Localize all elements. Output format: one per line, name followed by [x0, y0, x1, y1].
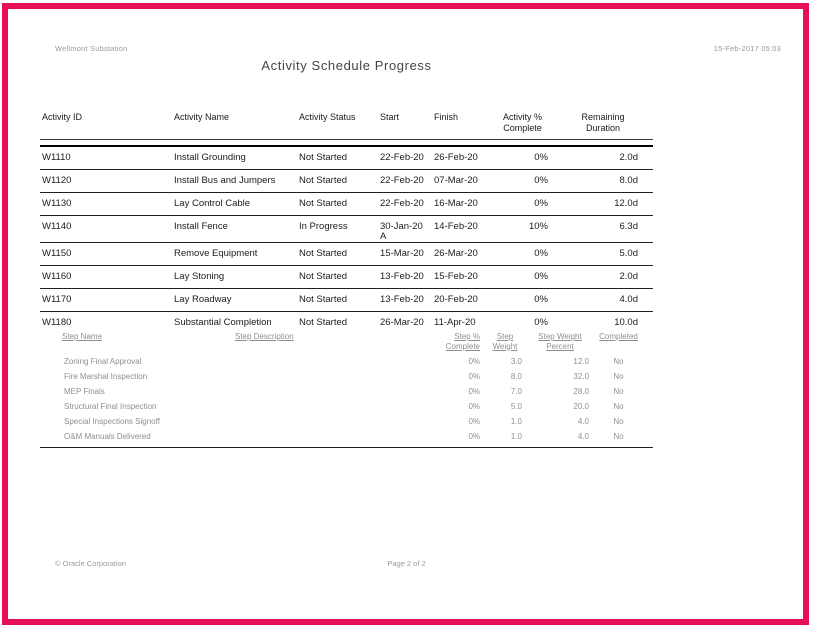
activity-remaining-duration: 2.0d — [619, 271, 638, 282]
step-row — [62, 384, 653, 399]
activity-start: 22-Feb-20 — [380, 175, 424, 186]
activity-name: Install Grounding — [174, 152, 246, 163]
step-completed: No — [613, 432, 624, 441]
activity-finish: 11-Apr-20 — [434, 317, 476, 328]
step-name: MEP Finals — [64, 387, 105, 396]
activity-row — [40, 147, 653, 170]
step-weight: 7.0 — [510, 387, 522, 396]
copyright: © Oracle Corporation — [55, 559, 126, 568]
step-completed: No — [613, 417, 624, 426]
col-step-weight: Step Weight — [492, 332, 518, 351]
activity-id: W1150 — [42, 248, 72, 259]
activity-status: Not Started — [299, 317, 348, 328]
activity-remaining-duration: 2.0d — [619, 152, 638, 163]
activity-status: Not Started — [299, 152, 348, 163]
activity-row — [40, 170, 653, 193]
step-description — [235, 354, 430, 369]
activity-pct-complete: 0% — [534, 198, 548, 209]
step-name: Zoning Final Approval — [64, 357, 142, 366]
col-step-name: Step Name — [62, 332, 103, 341]
activity-table-header — [40, 108, 653, 134]
activity-name: Install Fence — [174, 221, 228, 232]
activity-remaining-duration: 4.0d — [619, 294, 638, 305]
step-weight-percent: 4.0 — [577, 432, 589, 441]
activity-name: Substantial Completion — [174, 317, 272, 328]
step-row — [62, 354, 653, 369]
activity-finish: 26-Feb-20 — [434, 152, 478, 163]
activity-name: Remove Equipment — [174, 248, 258, 259]
activity-pct-complete: 0% — [534, 152, 548, 163]
activity-status: Not Started — [299, 271, 348, 282]
activity-name: Lay Roadway — [174, 294, 232, 305]
activity-id: W1140 — [42, 221, 72, 232]
activity-name: Install Bus and Jumpers — [174, 175, 276, 186]
activity-finish: 20-Feb-20 — [434, 294, 478, 305]
activity-id: W1180 — [42, 317, 72, 328]
step-weight: 1.0 — [510, 432, 522, 441]
step-completed: No — [613, 357, 624, 366]
step-weight: 8.0 — [510, 372, 522, 381]
report-header — [55, 44, 781, 53]
col-activity-pct-complete: Activity % Complete — [502, 112, 542, 133]
step-row — [62, 429, 653, 444]
activity-start: 13-Feb-20 — [380, 294, 424, 305]
activity-start: 30-Jan-20 A — [380, 221, 423, 242]
col-completed: Completed — [599, 332, 638, 341]
step-weight: 5.0 — [510, 402, 522, 411]
activity-status: In Progress — [299, 221, 348, 232]
step-row — [62, 369, 653, 384]
col-start: Start — [380, 112, 400, 122]
step-completed: No — [613, 402, 624, 411]
report-datetime: 15-Feb-2017 05:03 — [713, 44, 781, 53]
step-description — [235, 399, 430, 414]
step-completed: No — [613, 372, 624, 381]
step-pct-complete: 0% — [468, 432, 480, 441]
steps-table-header — [62, 330, 653, 351]
activity-table — [40, 108, 653, 448]
activity-status: Not Started — [299, 294, 348, 305]
step-weight-percent: 12.0 — [573, 357, 589, 366]
activity-row — [40, 216, 653, 243]
activity-remaining-duration: 5.0d — [619, 248, 638, 259]
activity-row — [40, 312, 653, 330]
step-row — [62, 399, 653, 414]
activity-finish: 15-Feb-20 — [434, 271, 478, 282]
col-activity-name: Activity Name — [174, 112, 230, 122]
col-remaining-duration: Remaining Duration — [581, 112, 625, 133]
activity-pct-complete: 0% — [534, 317, 548, 328]
activity-start: 13-Feb-20 — [380, 271, 424, 282]
step-description — [235, 429, 430, 444]
step-name: Special Inspections Signoff — [64, 417, 160, 426]
step-weight: 3.0 — [510, 357, 522, 366]
activity-status: Not Started — [299, 198, 348, 209]
activity-pct-complete: 0% — [534, 271, 548, 282]
report-title: Activity Schedule Progress — [261, 58, 432, 73]
step-pct-complete: 0% — [468, 387, 480, 396]
activity-remaining-duration: 6.3d — [619, 221, 638, 232]
activity-id: W1110 — [42, 152, 71, 163]
activity-remaining-duration: 10.0d — [614, 317, 638, 328]
activity-id: W1120 — [42, 175, 72, 186]
step-pct-complete: 0% — [468, 402, 480, 411]
step-weight-percent: 4.0 — [577, 417, 589, 426]
step-name: Structural Final Inspection — [64, 402, 157, 411]
activity-status: Not Started — [299, 175, 348, 186]
step-weight: 1.0 — [510, 417, 522, 426]
activity-name: Lay Control Cable — [174, 198, 251, 209]
activity-remaining-duration: 12.0d — [614, 198, 638, 209]
step-description — [235, 414, 430, 429]
project-name: Wellmont Substation — [55, 44, 128, 53]
activity-start: 26-Mar-20 — [380, 317, 424, 328]
activity-pct-complete: 0% — [534, 175, 548, 186]
activity-row — [40, 243, 653, 266]
activity-row — [40, 266, 653, 289]
step-pct-complete: 0% — [468, 357, 480, 366]
activity-status: Not Started — [299, 248, 348, 259]
step-pct-complete: 0% — [468, 372, 480, 381]
col-activity-id: Activity ID — [42, 112, 83, 122]
activity-pct-complete: 10% — [528, 221, 548, 232]
header-rule-thin — [40, 139, 653, 140]
activity-group-w1180 — [40, 312, 653, 448]
step-rows — [62, 354, 653, 447]
activity-row — [40, 289, 653, 312]
activity-finish: 26-Mar-20 — [434, 248, 478, 259]
step-description — [235, 384, 430, 399]
activity-rows — [40, 147, 653, 312]
step-description — [235, 369, 430, 384]
col-activity-status: Activity Status — [299, 112, 356, 122]
step-name: Fire Marshal Inspection — [64, 372, 148, 381]
col-step-weight-percent: Step Weight Percent — [538, 332, 582, 351]
col-finish: Finish — [434, 112, 459, 122]
activity-finish: 16-Mar-20 — [434, 198, 478, 209]
step-pct-complete: 0% — [468, 417, 480, 426]
activity-pct-complete: 0% — [534, 248, 548, 259]
steps-table — [62, 330, 653, 447]
step-row — [62, 414, 653, 429]
step-name: O&M Manuals Delivered — [64, 432, 151, 441]
activity-row — [40, 193, 653, 216]
step-weight-percent: 32.0 — [573, 372, 589, 381]
col-step-description: Step Description — [235, 332, 294, 341]
activity-id: W1170 — [42, 294, 72, 305]
col-step-pct-complete: Step % Complete — [445, 332, 480, 351]
activity-id: W1130 — [42, 198, 72, 209]
activity-id: W1160 — [42, 271, 72, 282]
activity-start: 22-Feb-20 — [380, 152, 424, 163]
activity-finish: 07-Mar-20 — [434, 175, 478, 186]
step-completed: No — [613, 387, 624, 396]
activity-remaining-duration: 8.0d — [619, 175, 638, 186]
activity-finish: 14-Feb-20 — [434, 221, 478, 232]
activity-name: Lay Stoning — [174, 271, 225, 282]
step-weight-percent: 28.0 — [573, 387, 589, 396]
activity-pct-complete: 0% — [534, 294, 548, 305]
page-number: Page 2 of 2 — [387, 559, 426, 568]
activity-start: 22-Feb-20 — [380, 198, 424, 209]
step-weight-percent: 20.0 — [573, 402, 589, 411]
activity-start: 15-Mar-20 — [380, 248, 424, 259]
